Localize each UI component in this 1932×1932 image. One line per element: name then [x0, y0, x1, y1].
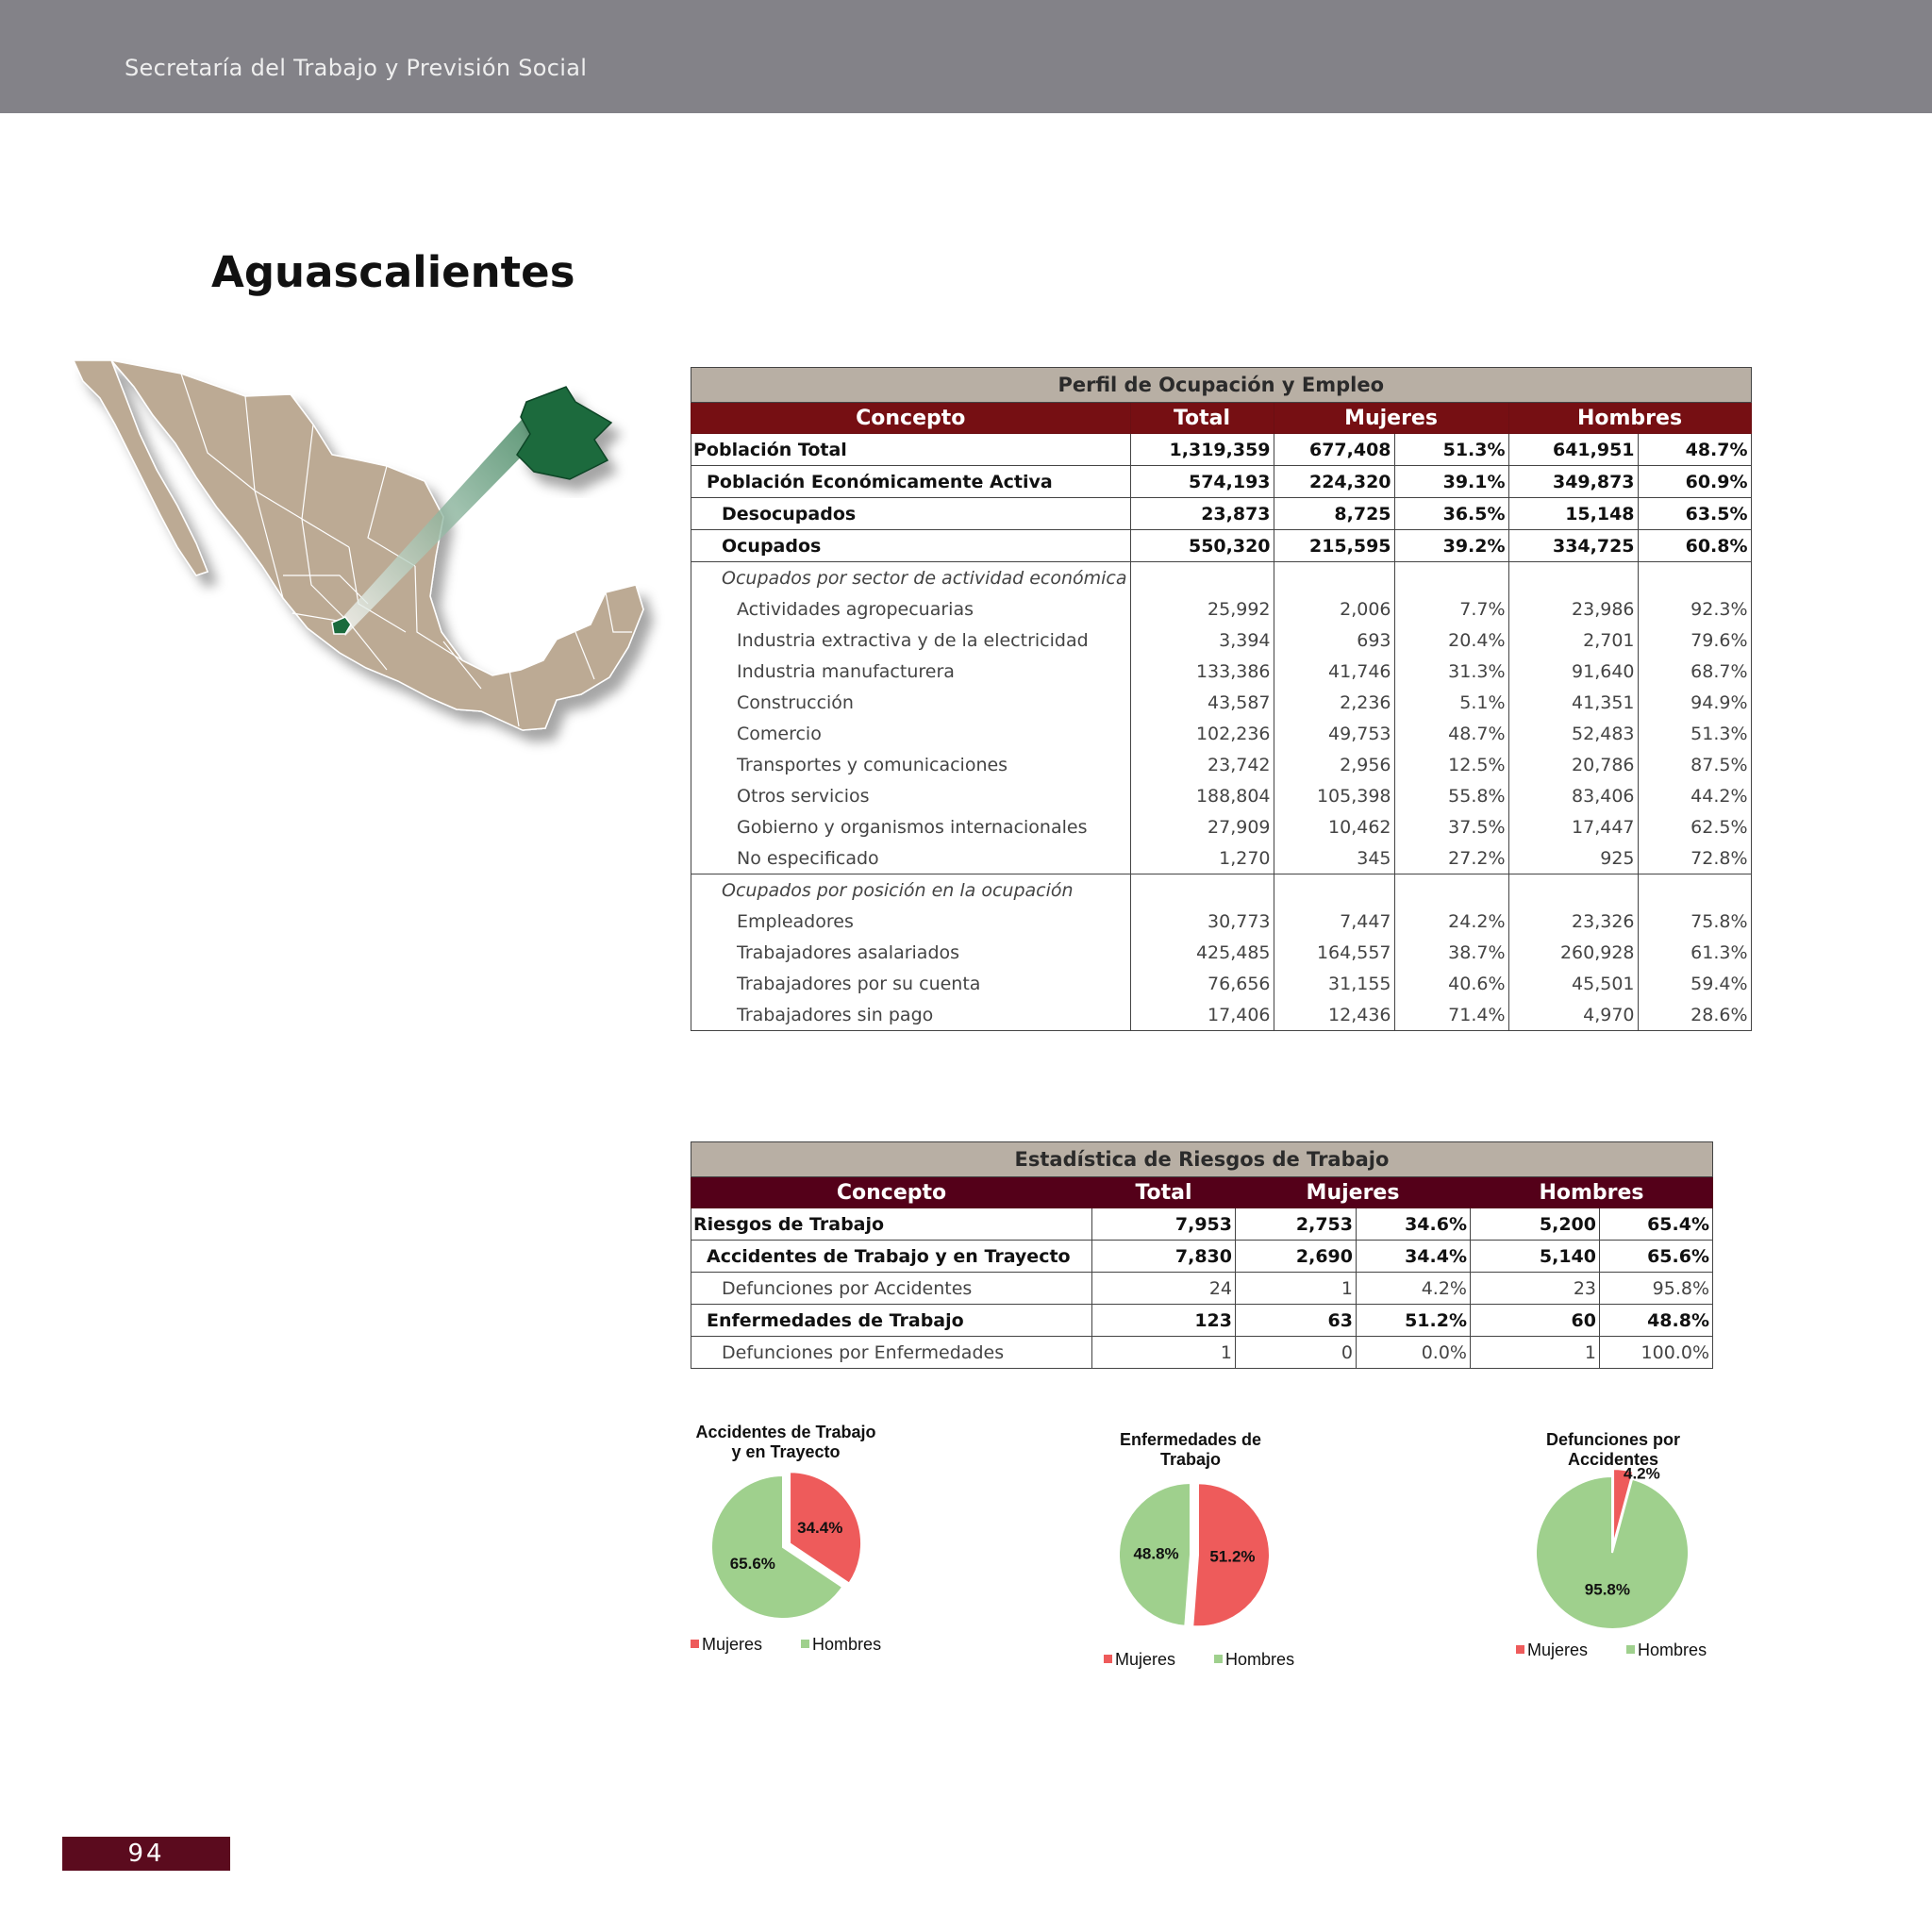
cell-hombres-pct: 100.0%	[1600, 1337, 1713, 1369]
legend-swatch	[801, 1640, 809, 1648]
table-row	[691, 530, 1752, 562]
legend-item-mujeres	[691, 1635, 762, 1654]
cell-mujeres-pct: 71.4%	[1394, 999, 1508, 1031]
legend-label: Mujeres	[1115, 1650, 1176, 1669]
cell-hombres: 5,200	[1471, 1208, 1600, 1241]
cell-hombres-pct: 62.5%	[1638, 811, 1751, 842]
cell-mujeres: 12,436	[1274, 999, 1394, 1031]
cell-hombres: 20,786	[1508, 749, 1638, 780]
table-row	[691, 780, 1752, 811]
table-row	[691, 811, 1752, 842]
cell-hombres: 1	[1471, 1337, 1600, 1369]
legend-item-mujeres	[1104, 1650, 1175, 1669]
pie-title-line: Accidentes	[1567, 1450, 1659, 1469]
cell-mujeres: 224,320	[1274, 466, 1394, 498]
cell-total: 3,394	[1130, 625, 1274, 656]
cell-mujeres-pct: 39.2%	[1394, 530, 1508, 562]
cell-mujeres-pct: 27.2%	[1394, 842, 1508, 874]
cell-mujeres-pct: 7.7%	[1394, 593, 1508, 625]
cell-mujeres-pct: 20.4%	[1394, 625, 1508, 656]
cell-mujeres: 8,725	[1274, 498, 1394, 530]
cell-total: 23,742	[1130, 749, 1274, 780]
table-row	[691, 1208, 1713, 1241]
cell-mujeres-pct: 4.2%	[1357, 1273, 1471, 1305]
cell-total: 550,320	[1130, 530, 1274, 562]
cell-hombres-pct: 48.8%	[1600, 1305, 1713, 1337]
cell-total: 27,909	[1130, 811, 1274, 842]
pie-data-label: 51.2%	[1209, 1547, 1256, 1566]
cell-total: 1	[1092, 1337, 1236, 1369]
cell-hombres-pct: 28.6%	[1638, 999, 1751, 1031]
legend-item-hombres	[801, 1635, 881, 1654]
cell-hombres-pct: 51.3%	[1638, 718, 1751, 749]
row-label: Riesgos de Trabajo	[691, 1208, 1092, 1241]
cell-hombres: 5,140	[1471, 1241, 1600, 1273]
cell-total: 25,992	[1130, 593, 1274, 625]
cell-hombres: 91,640	[1508, 656, 1638, 687]
table-row	[691, 687, 1752, 718]
cell-hombres: 641,951	[1508, 434, 1638, 466]
header-bar	[0, 0, 1932, 113]
row-label: Empleadores	[691, 906, 1131, 937]
cell-total: 133,386	[1130, 656, 1274, 687]
cell-hombres: 23,986	[1508, 593, 1638, 625]
cell-mujeres: 2,690	[1236, 1241, 1357, 1273]
cell-total: 30,773	[1130, 906, 1274, 937]
cell-mujeres-pct: 37.5%	[1394, 811, 1508, 842]
cell-mujeres: 2,753	[1236, 1208, 1357, 1241]
header-hombres: Hombres	[1508, 403, 1751, 434]
pie-data-label: 34.4%	[797, 1519, 843, 1538]
cell-hombres-pct: 61.3%	[1638, 937, 1751, 968]
row-label: No especificado	[691, 842, 1131, 874]
empty-cell	[1394, 562, 1508, 594]
row-label: Desocupados	[691, 498, 1131, 530]
organization-name: Secretaría del Trabajo y Previsión Social	[125, 55, 588, 81]
row-label: Gobierno y organismos internacionales	[691, 811, 1131, 842]
legend-label: Mujeres	[1527, 1641, 1589, 1659]
legend-swatch	[1104, 1655, 1112, 1663]
header-concepto: Concepto	[691, 403, 1131, 434]
cell-mujeres-pct: 51.3%	[1394, 434, 1508, 466]
table-row	[691, 1305, 1713, 1337]
row-label: Ocupados por sector de actividad económica	[691, 562, 1131, 594]
cell-total: 1,319,359	[1130, 434, 1274, 466]
legend-label: Hombres	[1638, 1641, 1707, 1659]
cell-mujeres: 10,462	[1274, 811, 1394, 842]
row-label: Población Total	[691, 434, 1131, 466]
cell-total: 7,830	[1092, 1241, 1236, 1273]
pie-data-label: 95.8%	[1584, 1580, 1630, 1599]
legend-label: Mujeres	[702, 1635, 763, 1654]
cell-total: 76,656	[1130, 968, 1274, 999]
empty-cell	[1394, 874, 1508, 907]
table-row	[691, 434, 1752, 466]
header-mujeres: Mujeres	[1274, 403, 1508, 434]
cell-mujeres-pct: 40.6%	[1394, 968, 1508, 999]
empty-cell	[1508, 874, 1638, 907]
empty-cell	[1274, 562, 1394, 594]
empty-cell	[1638, 562, 1751, 594]
row-label: Industria manufacturera	[691, 656, 1131, 687]
row-label: Otros servicios	[691, 780, 1131, 811]
row-label: Ocupados	[691, 530, 1131, 562]
row-label: Comercio	[691, 718, 1131, 749]
pie-enfermedades-title	[1077, 1430, 1304, 1470]
cell-hombres: 45,501	[1508, 968, 1638, 999]
table-row	[691, 749, 1752, 780]
cell-mujeres: 63	[1236, 1305, 1357, 1337]
cell-hombres-pct: 92.3%	[1638, 593, 1751, 625]
legend-item-mujeres	[1516, 1641, 1588, 1659]
table-row	[691, 1337, 1713, 1369]
cell-mujeres-pct: 36.5%	[1394, 498, 1508, 530]
cell-hombres-pct: 68.7%	[1638, 656, 1751, 687]
cell-hombres: 17,447	[1508, 811, 1638, 842]
cell-hombres-pct: 65.6%	[1600, 1241, 1713, 1273]
employment-table-caption: Perfil de Ocupación y Empleo	[691, 368, 1752, 403]
pie-title-line: Accidentes de Trabajo	[695, 1423, 876, 1441]
cell-hombres: 52,483	[1508, 718, 1638, 749]
pie-defunciones-legend	[1516, 1641, 1740, 1660]
cell-mujeres: 49,753	[1274, 718, 1394, 749]
table-row	[691, 874, 1752, 907]
cell-mujeres: 105,398	[1274, 780, 1394, 811]
cell-total: 7,953	[1092, 1208, 1236, 1241]
cell-total: 102,236	[1130, 718, 1274, 749]
pie-title-line: Enfermedades de	[1119, 1430, 1262, 1449]
pie-data-label: 65.6%	[729, 1555, 775, 1574]
cell-total: 188,804	[1130, 780, 1274, 811]
risks-table-caption: Estadística de Riesgos de Trabajo	[691, 1142, 1713, 1177]
cell-mujeres-pct: 31.3%	[1394, 656, 1508, 687]
empty-cell	[1274, 874, 1394, 907]
table-row	[691, 498, 1752, 530]
row-label: Transportes y comunicaciones	[691, 749, 1131, 780]
cell-mujeres: 215,595	[1274, 530, 1394, 562]
table-row	[691, 842, 1752, 874]
cell-hombres-pct: 87.5%	[1638, 749, 1751, 780]
pie-accidentes-title	[673, 1423, 899, 1462]
cell-mujeres-pct: 34.4%	[1357, 1241, 1471, 1273]
pie-data-label: 48.8%	[1133, 1544, 1179, 1563]
cell-hombres-pct: 72.8%	[1638, 842, 1751, 874]
empty-cell	[1638, 874, 1751, 907]
cell-mujeres: 2,956	[1274, 749, 1394, 780]
legend-swatch	[1214, 1655, 1223, 1663]
cell-mujeres-pct: 55.8%	[1394, 780, 1508, 811]
table-row	[691, 593, 1752, 625]
cell-mujeres: 0	[1236, 1337, 1357, 1369]
cell-hombres: 23,326	[1508, 906, 1638, 937]
page-number: 94	[62, 1837, 230, 1871]
row-label: Actividades agropecuarias	[691, 593, 1131, 625]
cell-hombres: 23	[1471, 1273, 1600, 1305]
legend-item-hombres	[1214, 1650, 1294, 1669]
work-risks-table	[691, 1141, 1713, 1369]
cell-hombres: 334,725	[1508, 530, 1638, 562]
cell-hombres-pct: 44.2%	[1638, 780, 1751, 811]
cell-mujeres: 677,408	[1274, 434, 1394, 466]
cell-mujeres-pct: 48.7%	[1394, 718, 1508, 749]
table-row	[691, 562, 1752, 594]
cell-mujeres: 2,006	[1274, 593, 1394, 625]
table-row	[691, 1273, 1713, 1305]
row-label: Defunciones por Enfermedades	[691, 1337, 1092, 1369]
mexico-map	[66, 349, 708, 802]
empty-cell	[1130, 874, 1274, 907]
cell-mujeres-pct: 39.1%	[1394, 466, 1508, 498]
legend-item-hombres	[1626, 1641, 1707, 1659]
row-label: Trabajadores asalariados	[691, 937, 1131, 968]
cell-hombres-pct: 94.9%	[1638, 687, 1751, 718]
cell-mujeres: 2,236	[1274, 687, 1394, 718]
cell-hombres: 925	[1508, 842, 1638, 874]
header-hombres: Hombres	[1471, 1177, 1713, 1208]
pie-accidentes-legend	[691, 1635, 915, 1655]
pie-slice-hombres	[1536, 1476, 1689, 1629]
cell-mujeres: 31,155	[1274, 968, 1394, 999]
cell-total: 1,270	[1130, 842, 1274, 874]
cell-mujeres: 164,557	[1274, 937, 1394, 968]
row-label: Ocupados por posición en la ocupación	[691, 874, 1131, 907]
row-label: Defunciones por Accidentes	[691, 1273, 1092, 1305]
cell-mujeres-pct: 38.7%	[1394, 937, 1508, 968]
row-label: Trabajadores por su cuenta	[691, 968, 1131, 999]
cell-mujeres-pct: 12.5%	[1394, 749, 1508, 780]
cell-hombres-pct: 65.4%	[1600, 1208, 1713, 1241]
cell-hombres-pct: 75.8%	[1638, 906, 1751, 937]
table-row	[691, 968, 1752, 999]
cell-total: 17,406	[1130, 999, 1274, 1031]
cell-hombres: 60	[1471, 1305, 1600, 1337]
pie-data-label: 4.2%	[1623, 1464, 1660, 1483]
cell-hombres: 2,701	[1508, 625, 1638, 656]
cell-total: 43,587	[1130, 687, 1274, 718]
page-title: Aguascalientes	[211, 247, 575, 297]
cell-hombres: 41,351	[1508, 687, 1638, 718]
row-label: Industria extractiva y de la electricidad	[691, 625, 1131, 656]
row-label: Población Económicamente Activa	[691, 466, 1131, 498]
legend-swatch	[1626, 1645, 1635, 1654]
legend-label: Hombres	[812, 1635, 882, 1654]
empty-cell	[1130, 562, 1274, 594]
cell-total: 574,193	[1130, 466, 1274, 498]
empty-cell	[1508, 562, 1638, 594]
pie-defunciones	[1523, 1463, 1702, 1642]
cell-hombres: 260,928	[1508, 937, 1638, 968]
cell-hombres: 15,148	[1508, 498, 1638, 530]
row-label: Trabajadores sin pago	[691, 999, 1131, 1031]
cell-mujeres-pct: 5.1%	[1394, 687, 1508, 718]
cell-mujeres-pct: 24.2%	[1394, 906, 1508, 937]
header-total: Total	[1130, 403, 1274, 434]
cell-hombres-pct: 63.5%	[1638, 498, 1751, 530]
cell-hombres-pct: 60.8%	[1638, 530, 1751, 562]
pie-title-line: y en Trayecto	[731, 1442, 841, 1461]
table-row	[691, 656, 1752, 687]
legend-swatch	[691, 1640, 699, 1648]
pie-enfermedades-legend	[1104, 1650, 1328, 1670]
row-label: Accidentes de Trabajo y en Trayecto	[691, 1241, 1092, 1273]
table-row	[691, 466, 1752, 498]
cell-hombres: 349,873	[1508, 466, 1638, 498]
pie-enfermedades	[1106, 1470, 1275, 1640]
pie-accidentes	[698, 1462, 868, 1632]
cell-mujeres: 345	[1274, 842, 1394, 874]
cell-hombres-pct: 95.8%	[1600, 1273, 1713, 1305]
table-row	[691, 937, 1752, 968]
row-label: Construcción	[691, 687, 1131, 718]
table-row	[691, 1241, 1713, 1273]
pie-title-line: Defunciones por	[1545, 1430, 1680, 1449]
cell-mujeres-pct: 34.6%	[1357, 1208, 1471, 1241]
table-row	[691, 906, 1752, 937]
cell-total: 23,873	[1130, 498, 1274, 530]
cell-mujeres: 693	[1274, 625, 1394, 656]
legend-swatch	[1516, 1645, 1524, 1654]
cell-mujeres-pct: 0.0%	[1357, 1337, 1471, 1369]
cell-hombres-pct: 48.7%	[1638, 434, 1751, 466]
cell-hombres-pct: 60.9%	[1638, 466, 1751, 498]
cell-mujeres-pct: 51.2%	[1357, 1305, 1471, 1337]
employment-profile-table	[691, 367, 1752, 1031]
table-row	[691, 625, 1752, 656]
table-row	[691, 999, 1752, 1031]
header-concepto: Concepto	[691, 1177, 1092, 1208]
cell-hombres: 4,970	[1508, 999, 1638, 1031]
cell-total: 24	[1092, 1273, 1236, 1305]
cell-total: 425,485	[1130, 937, 1274, 968]
aguascalientes-zoomed-shape	[517, 387, 611, 479]
table-row	[691, 718, 1752, 749]
cell-mujeres: 1	[1236, 1273, 1357, 1305]
cell-hombres: 83,406	[1508, 780, 1638, 811]
header-total: Total	[1092, 1177, 1236, 1208]
cell-mujeres: 41,746	[1274, 656, 1394, 687]
cell-hombres-pct: 59.4%	[1638, 968, 1751, 999]
legend-label: Hombres	[1225, 1650, 1295, 1669]
header-mujeres: Mujeres	[1236, 1177, 1471, 1208]
cell-mujeres: 7,447	[1274, 906, 1394, 937]
cell-total: 123	[1092, 1305, 1236, 1337]
row-label: Enfermedades de Trabajo	[691, 1305, 1092, 1337]
cell-hombres-pct: 79.6%	[1638, 625, 1751, 656]
pie-title-line: Trabajo	[1159, 1450, 1222, 1469]
